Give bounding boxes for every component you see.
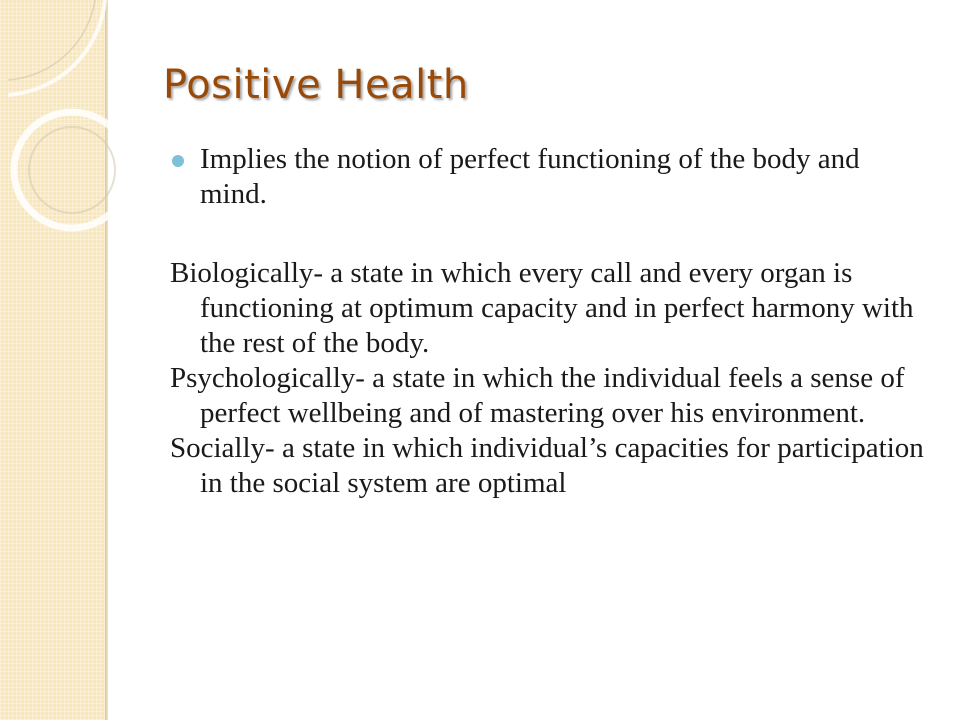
- bullet-text: Implies the notion of perfect functioning of the body and mind.: [200, 143, 860, 210]
- paragraph-psychological: Psychologically- a state in which the individual feels a sense of perfect wellbeing and of mastering over his environment.: [170, 362, 905, 429]
- bullet-dot-icon: [172, 155, 184, 167]
- decorative-rings-graphic: [0, 0, 140, 260]
- paragraph-social: Socially- a state in which individual’s capacities for participation in the social system are optimal: [170, 432, 924, 499]
- slide-title: Positive Health: [163, 62, 469, 108]
- slide-body: [170, 142, 930, 501]
- bullet-item: [170, 142, 930, 212]
- spacer: [170, 212, 930, 256]
- paragraph-biological: Biologically- a state in which every call and every organ is functioning at optimum capacity and in perfect harmony with the rest of the body.: [170, 257, 914, 359]
